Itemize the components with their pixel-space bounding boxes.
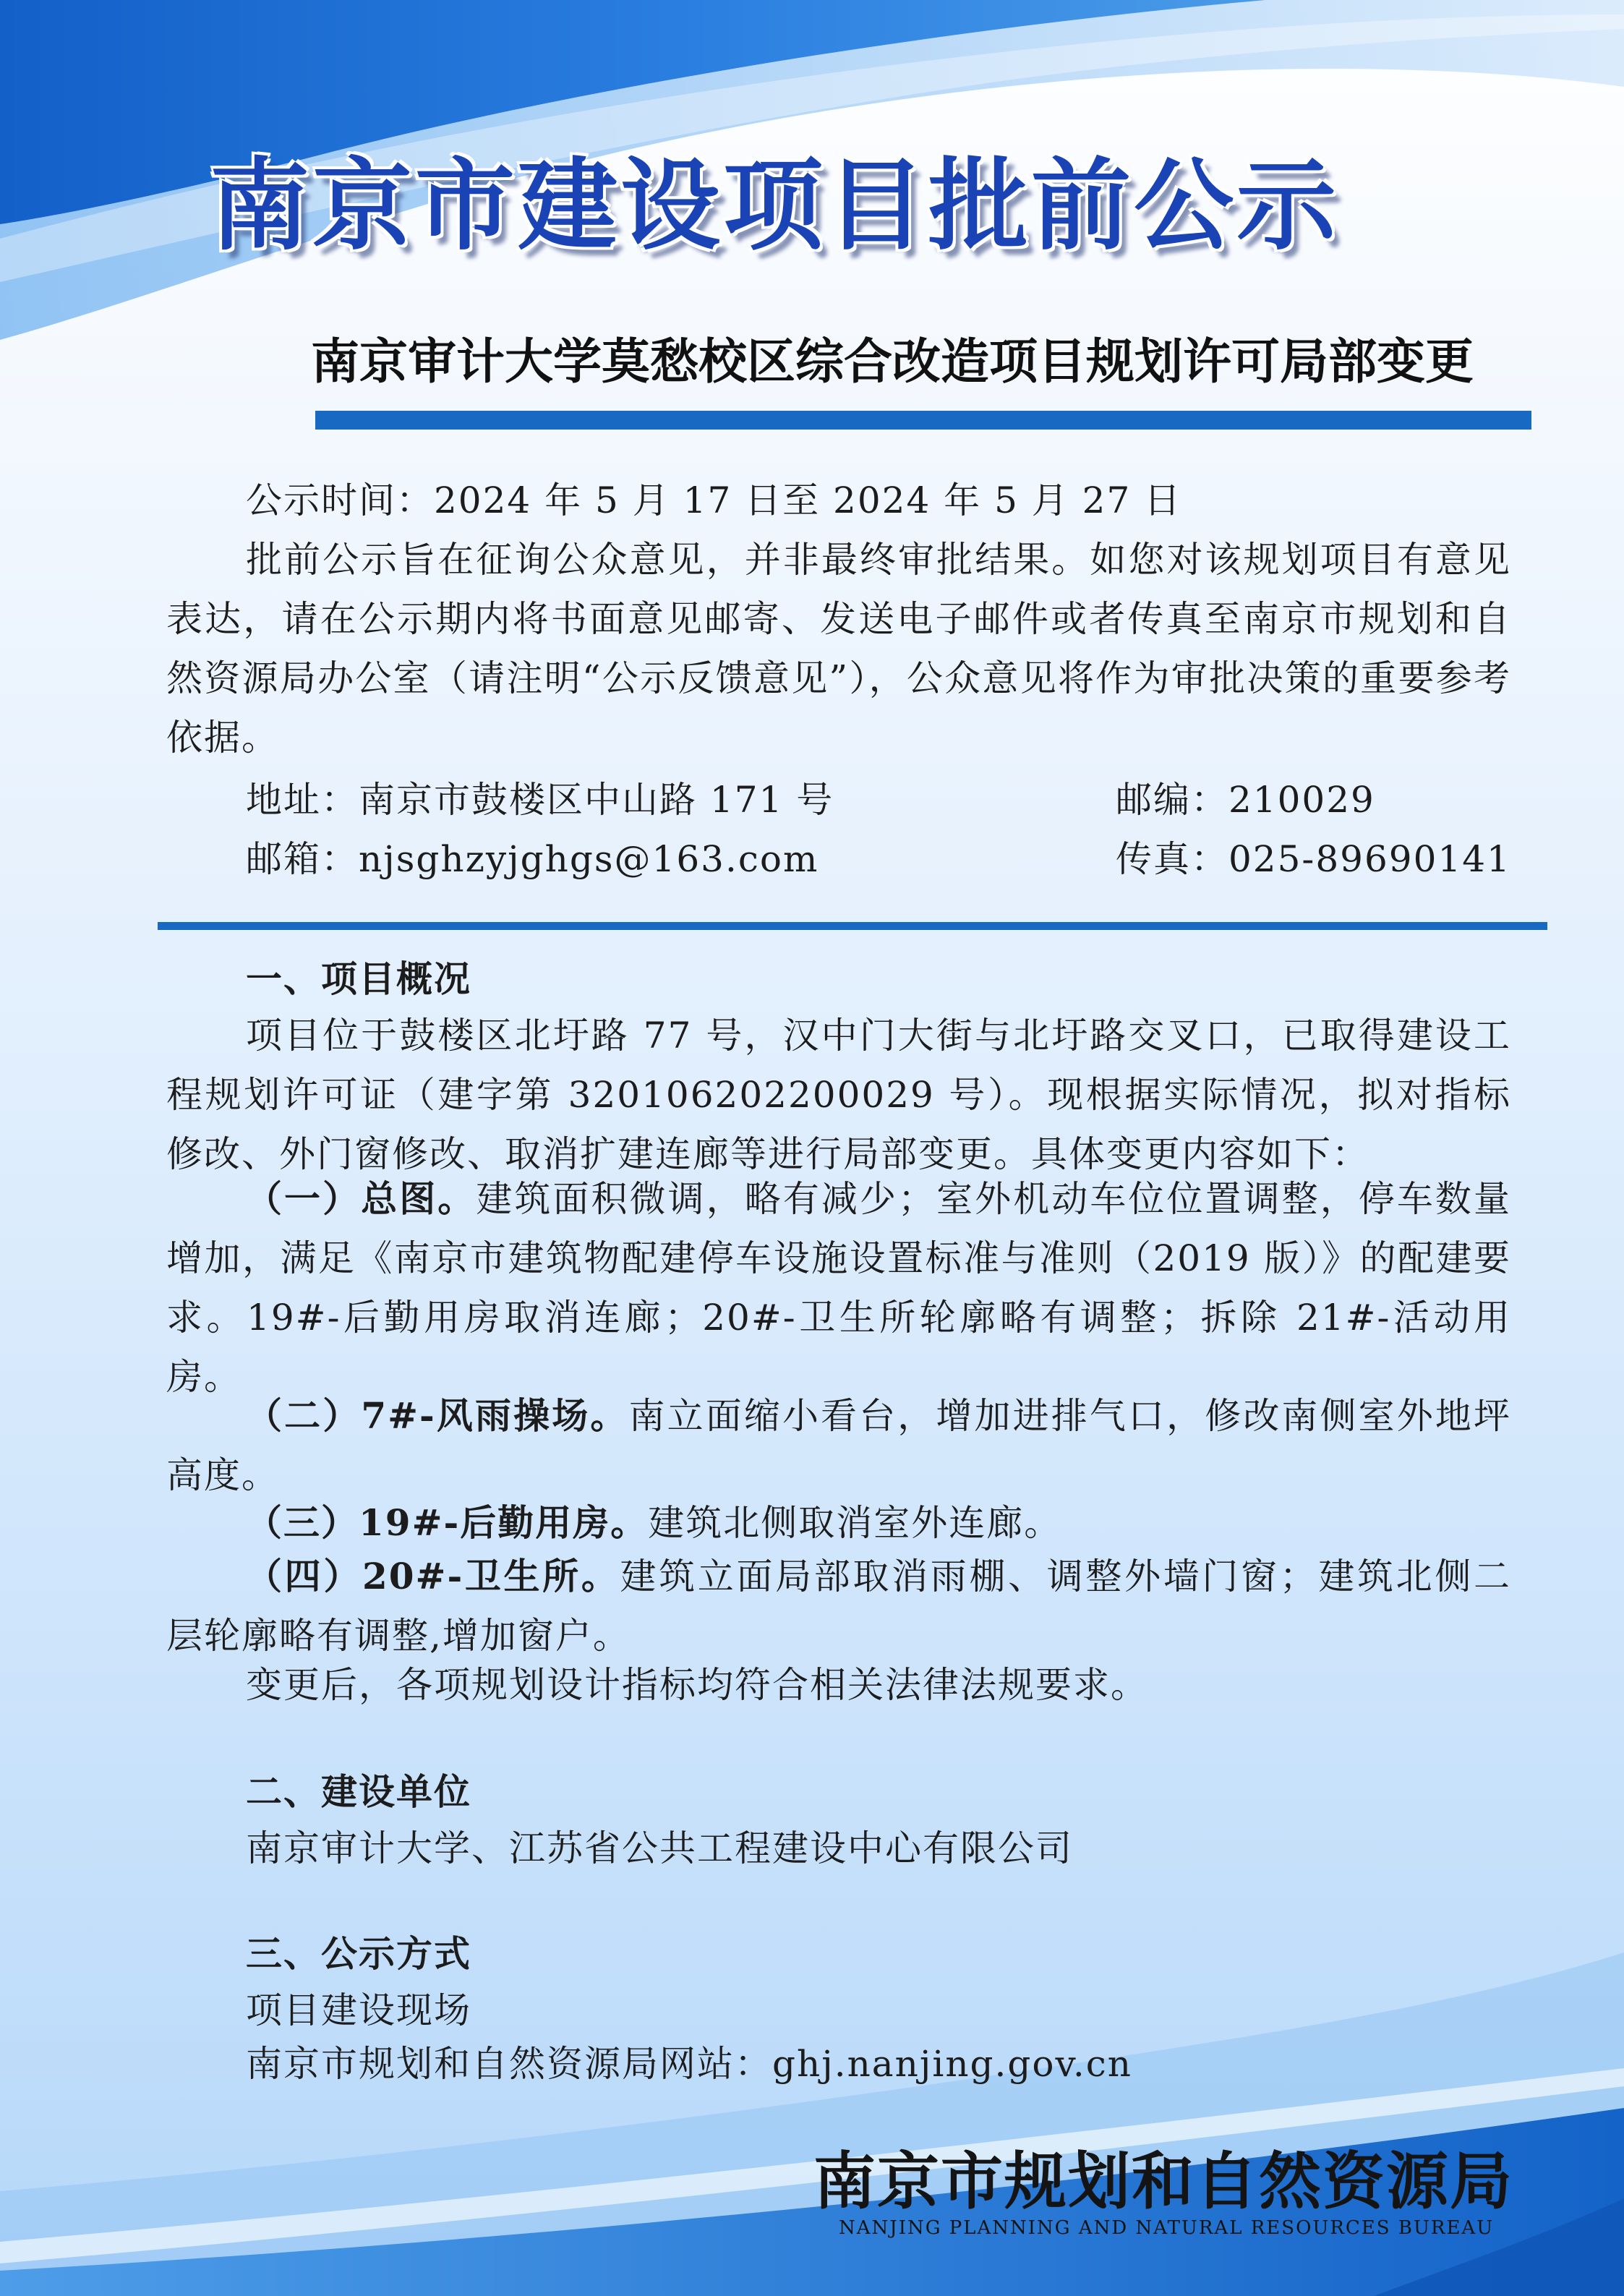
section-heading-overview: 一、项目概况 [246, 958, 471, 1000]
method-website[interactable]: 南京市规划和自然资源局网站：ghj.nanjing.gov.cn [246, 2043, 1132, 2085]
overview-intro: 项目位于鼓楼区北圩路 77 号，汉中门大街与北圩路交叉口，已取得建设工程规划许可证（建字第 320106202200029 号）。现根据实际情况，拟对指标修改、外门窗修改、取消扩建连廊等进行局部变更。具体变更内容如下： [166, 1015, 1511, 1175]
contact-address: 地址：南京市鼓楼区中山路 171 号 [246, 779, 834, 821]
notice-period: 公示时间：2024 年 5 月 17 日至 2024 年 5 月 27 日 [246, 479, 1182, 521]
issuer-name-english: NANJING PLANNING AND NATURAL RESOURCES BUREAU [839, 2217, 1495, 2239]
change-item-2 [166, 1386, 1511, 1505]
builder-units: 南京审计大学、江苏省公共工程建设中心有限公司 [246, 1827, 1073, 1869]
change-item-text: 建筑面积微调，略有减少；室外机动车位位置调整，停车数量增加，满足《南京市建筑物配建停车设施设置标准与准则（2019 版）》的配建要求。19#-后勤用房取消连廊；20#-卫生所轮廓略有调整；拆除 21#-活动用房。 [166, 1178, 1511, 1398]
notice-purpose: 批前公示旨在征询公众意见，并非最终审批结果。如您对该规划项目有意见表达，请在公示期内将书面意见邮寄、发送电子邮件或者传真至南京市规划和自然资源局办公室（请注明“公示反馈意见”），公众意见将作为审批决策的重要参考依据。 [166, 539, 1511, 759]
change-item-label: （二）7#-风雨操场。 [246, 1394, 629, 1437]
section-heading-method: 三、公示方式 [246, 1933, 471, 1975]
issuer-name: 南京市规划和自然资源局 [813, 2145, 1513, 2218]
title-underline [315, 411, 1531, 430]
contact-postcode: 邮编：210029 [1116, 779, 1375, 821]
change-item-4 [166, 1547, 1511, 1665]
change-item-label: （三）19#-后勤用房。 [246, 1501, 649, 1544]
method-site: 项目建设现场 [246, 1989, 471, 2031]
change-item-1 [166, 1169, 1511, 1407]
section-divider [158, 922, 1547, 930]
change-item-3 [166, 1493, 1511, 1553]
contact-fax: 传真：025-89690141 [1116, 838, 1511, 880]
change-item-text: 建筑北侧取消室外连廊。 [648, 1502, 1062, 1544]
project-subtitle: 南京审计大学莫愁校区综合改造项目规划许可局部变更 [311, 333, 1474, 390]
section-heading-builder: 二、建设单位 [246, 1771, 471, 1813]
change-item-label: （四）20#-卫生所。 [246, 1555, 620, 1597]
main-title: 南京市建设项目批前公示 [210, 148, 1340, 264]
contact-email[interactable]: 邮箱：njsghzyjghgs@163.com [246, 838, 819, 880]
overview-conclusion: 变更后，各项规划设计指标均符合相关法律法规要求。 [246, 1664, 1148, 1706]
change-item-label: （一）总图。 [246, 1177, 476, 1220]
change-item-text: 南立面缩小看台，增加进排气口，修改南侧室外地坪高度。 [166, 1395, 1512, 1496]
change-item-text: 建筑立面局部取消雨棚、调整外墙门窗；建筑北侧二层轮廓略有调整,增加窗户。 [166, 1555, 1511, 1657]
